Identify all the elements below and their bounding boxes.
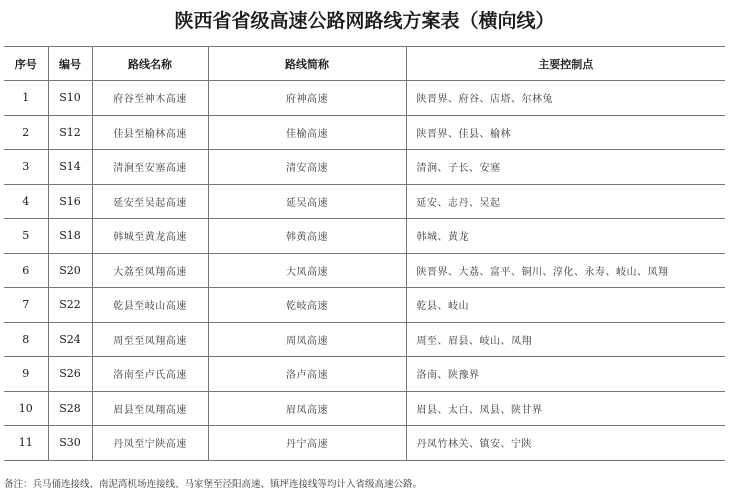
route-short-name: 乾岐高速 bbox=[208, 288, 406, 323]
control-points: 陕晋界、大荔、富平、铜川、淳化、永寿、岐山、凤翔 bbox=[406, 253, 725, 288]
control-points: 韩城、黄龙 bbox=[406, 219, 725, 254]
table-row bbox=[4, 322, 725, 357]
control-points: 丹凤竹林关、镇安、宁陕 bbox=[406, 426, 725, 461]
row-index: 3 bbox=[4, 150, 48, 185]
route-code: S18 bbox=[48, 219, 92, 254]
route-name: 周至至凤翔高速 bbox=[92, 322, 208, 357]
table-header-row bbox=[4, 47, 725, 81]
route-code: S30 bbox=[48, 426, 92, 461]
route-name: 洛南至卢氏高速 bbox=[92, 357, 208, 392]
control-points: 延安、志丹、吴起 bbox=[406, 184, 725, 219]
control-points: 眉县、太白、凤县、陕甘界 bbox=[406, 391, 725, 426]
route-code: S28 bbox=[48, 391, 92, 426]
control-points: 周至、眉县、岐山、凤翔 bbox=[406, 322, 725, 357]
route-code: S22 bbox=[48, 288, 92, 323]
route-name: 丹凤至宁陕高速 bbox=[92, 426, 208, 461]
route-code: S16 bbox=[48, 184, 92, 219]
route-code: S10 bbox=[48, 81, 92, 116]
table-row bbox=[4, 253, 725, 288]
route-code: S12 bbox=[48, 115, 92, 150]
route-code: S14 bbox=[48, 150, 92, 185]
route-short-name: 洛卢高速 bbox=[208, 357, 406, 392]
row-index: 5 bbox=[4, 219, 48, 254]
route-name: 佳县至榆林高速 bbox=[92, 115, 208, 150]
table-row bbox=[4, 357, 725, 392]
route-short-name: 府神高速 bbox=[208, 81, 406, 116]
row-index: 7 bbox=[4, 288, 48, 323]
route-name: 府谷至神木高速 bbox=[92, 81, 208, 116]
route-short-name: 周凤高速 bbox=[208, 322, 406, 357]
route-code: S26 bbox=[48, 357, 92, 392]
row-index: 8 bbox=[4, 322, 48, 357]
table-row bbox=[4, 219, 725, 254]
route-table bbox=[4, 46, 725, 461]
control-points: 陕晋界、府谷、店塔、尔林兔 bbox=[406, 81, 725, 116]
route-short-name: 延吴高速 bbox=[208, 184, 406, 219]
route-short-name: 清安高速 bbox=[208, 150, 406, 185]
route-short-name: 佳榆高速 bbox=[208, 115, 406, 150]
header-code: 编号 bbox=[48, 47, 92, 81]
row-index: 9 bbox=[4, 357, 48, 392]
route-short-name: 丹宁高速 bbox=[208, 426, 406, 461]
route-table-body bbox=[4, 81, 725, 461]
header-route-name: 路线名称 bbox=[92, 47, 208, 81]
page-title: 陕西省省级高速公路网路线方案表（横向线） bbox=[174, 10, 555, 32]
row-index: 11 bbox=[4, 426, 48, 461]
control-points: 乾县、岐山 bbox=[406, 288, 725, 323]
route-name: 韩城至黄龙高速 bbox=[92, 219, 208, 254]
table-row bbox=[4, 150, 725, 185]
table-row bbox=[4, 426, 725, 461]
control-points: 陕晋界、佳县、榆林 bbox=[406, 115, 725, 150]
row-index: 2 bbox=[4, 115, 48, 150]
header-route-short-name: 路线简称 bbox=[208, 47, 406, 81]
route-short-name: 眉凤高速 bbox=[208, 391, 406, 426]
route-short-name: 大凤高速 bbox=[208, 253, 406, 288]
header-index: 序号 bbox=[4, 47, 48, 81]
route-short-name: 韩黄高速 bbox=[208, 219, 406, 254]
route-name: 眉县至凤翔高速 bbox=[92, 391, 208, 426]
table-row bbox=[4, 391, 725, 426]
control-points: 洛南、陕豫界 bbox=[406, 357, 725, 392]
table-row bbox=[4, 184, 725, 219]
route-code: S24 bbox=[48, 322, 92, 357]
route-name: 清涧至安塞高速 bbox=[92, 150, 208, 185]
table-row bbox=[4, 81, 725, 116]
header-control-points: 主要控制点 bbox=[406, 47, 725, 81]
route-name: 大荔至凤翔高速 bbox=[92, 253, 208, 288]
table-row bbox=[4, 115, 725, 150]
table-row bbox=[4, 288, 725, 323]
route-code: S20 bbox=[48, 253, 92, 288]
footnote: 备注：兵马俑连接线、南泥湾机场连接线、马家堡至泾阳高速、镇坪连接线等均计入省级高速公路。 bbox=[4, 479, 423, 490]
route-name: 乾县至岐山高速 bbox=[92, 288, 208, 323]
control-points: 清涧、子长、安塞 bbox=[406, 150, 725, 185]
row-index: 10 bbox=[4, 391, 48, 426]
row-index: 1 bbox=[4, 81, 48, 116]
row-index: 4 bbox=[4, 184, 48, 219]
route-name: 延安至吴起高速 bbox=[92, 184, 208, 219]
row-index: 6 bbox=[4, 253, 48, 288]
